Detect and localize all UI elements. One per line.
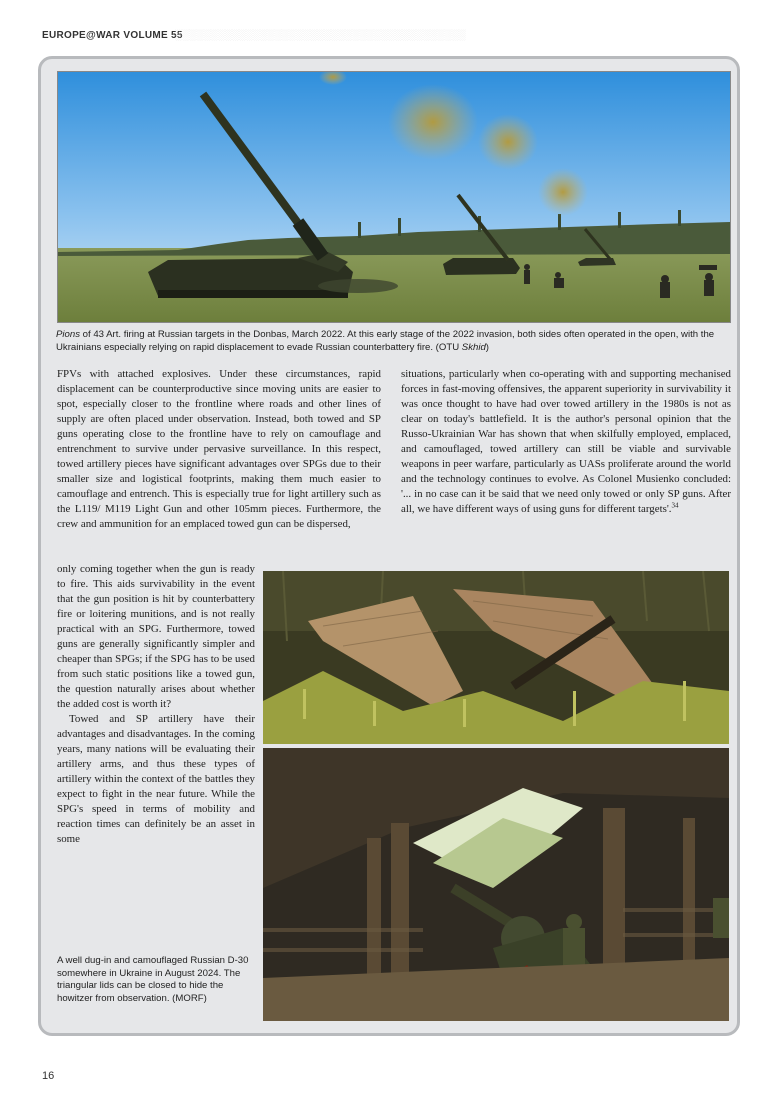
caption-credit: Skhid bbox=[461, 341, 486, 353]
pion-firing-illustration bbox=[58, 72, 730, 322]
left-column-text bbox=[57, 367, 381, 532]
body-paragraph: FPVs with attached explosives. Under these circumstances, rapid displacement can be counterproductive since moving units are easier to spot, especially closer to the frontline where roads and other lines of supply are often placed under observation. Instead, both towed and SP guns operating close to the frontline have to rely on camouflage and entrenchment to survive under pervasive surveillance. In this respect, towed artillery pieces have significant advantages over SPGs due to their smaller size and logistical footprints, making them much easier to camouflage and entrench. This is especially true for light artillery such as the L119/ M119 Light Gun and other 105mm pieces. Furthermore, the crew and ammunition for an emplaced towed gun can be dispersed, bbox=[57, 368, 381, 530]
right-column-text bbox=[401, 367, 731, 517]
bottom-photo-caption: A well dug-in and camouflaged Russian D-30 somewhere in Ukraine in August 2024. The triangular lids can be closed to hide the howitzer from observation. (MORF) bbox=[57, 955, 249, 1004]
body-paragraph bbox=[401, 367, 731, 517]
d30-bunker-illustration bbox=[263, 748, 729, 1021]
footnote-marker: 34 bbox=[671, 501, 679, 510]
body-paragraph: Towed and SP artillery have their advantages and disadvantages. In the coming years, many nations will be evaluating their artillery arms, and thus these types of artillery within the context of the battles they expect to fight in the near future. While the SPG's speed in terms of mobility and reaction times can definitely be an asset in some bbox=[57, 713, 255, 845]
body-paragraph: only coming together when the gun is ready to fire. This aids survivability in the event that the gun position is hit by counterbattery fire or loitering munitions, and is not really practical with an SPG. Furthermore, towed guns are generally significantly simpler and cheaper than SPGs; if the SPG has to be used from such static positions like a towed gun, the question naturally arises about whether the added cost is worth it? bbox=[57, 563, 255, 710]
camouflaged-lids-illustration bbox=[263, 571, 729, 744]
page-number: 16 bbox=[42, 1070, 55, 1082]
caption-text: of 43 Art. firing at Russian targets in the Donbas, March 2022. At this early stage of the 2022 invasion, both sides often operated in the open, with the Ukrainians especially relying on rapid displacement to evade Russian counterbattery fire. (OTU bbox=[56, 329, 715, 353]
caption-end: ) bbox=[485, 341, 489, 353]
content-panel bbox=[38, 56, 740, 1036]
top-photo-caption bbox=[56, 329, 732, 355]
photo-pion-firing bbox=[57, 71, 731, 323]
right-paragraph-text: situations, particularly when co-operating with and supporting mechanised forces in fast-moving offensives, the apparent superiority in survivability it was once thought to have had over towed artillery in the 1980s is not as clear on today's battlefield. It is the author's personal opinion that the Russo-Ukrainian War has shown that when skilfully employed, emplaced, and camouflaged, towed artillery can still be viable and survivable weapons in peer warfare, particularly as UASs proliferate around the world and the technology continues to evolve. As Colonel Musienko concluded: '... in no case can it be said that we need only towed or only SP guns. After all, we have different ways of using guns for different targets'. bbox=[401, 368, 731, 515]
photo-camouflaged-lids bbox=[263, 571, 729, 744]
caption-italic-pions: Pions bbox=[56, 329, 80, 340]
running-header: EUROPE@WAR VOLUME 55 bbox=[42, 30, 183, 41]
bleed-through-text: ░░░░░░░░░░░░░░░░░░░░░░░░░░░░░░░░░░░░░░░░░ bbox=[175, 30, 466, 41]
narrow-column-text bbox=[57, 562, 255, 847]
photo-d30-bunker bbox=[263, 748, 729, 1021]
